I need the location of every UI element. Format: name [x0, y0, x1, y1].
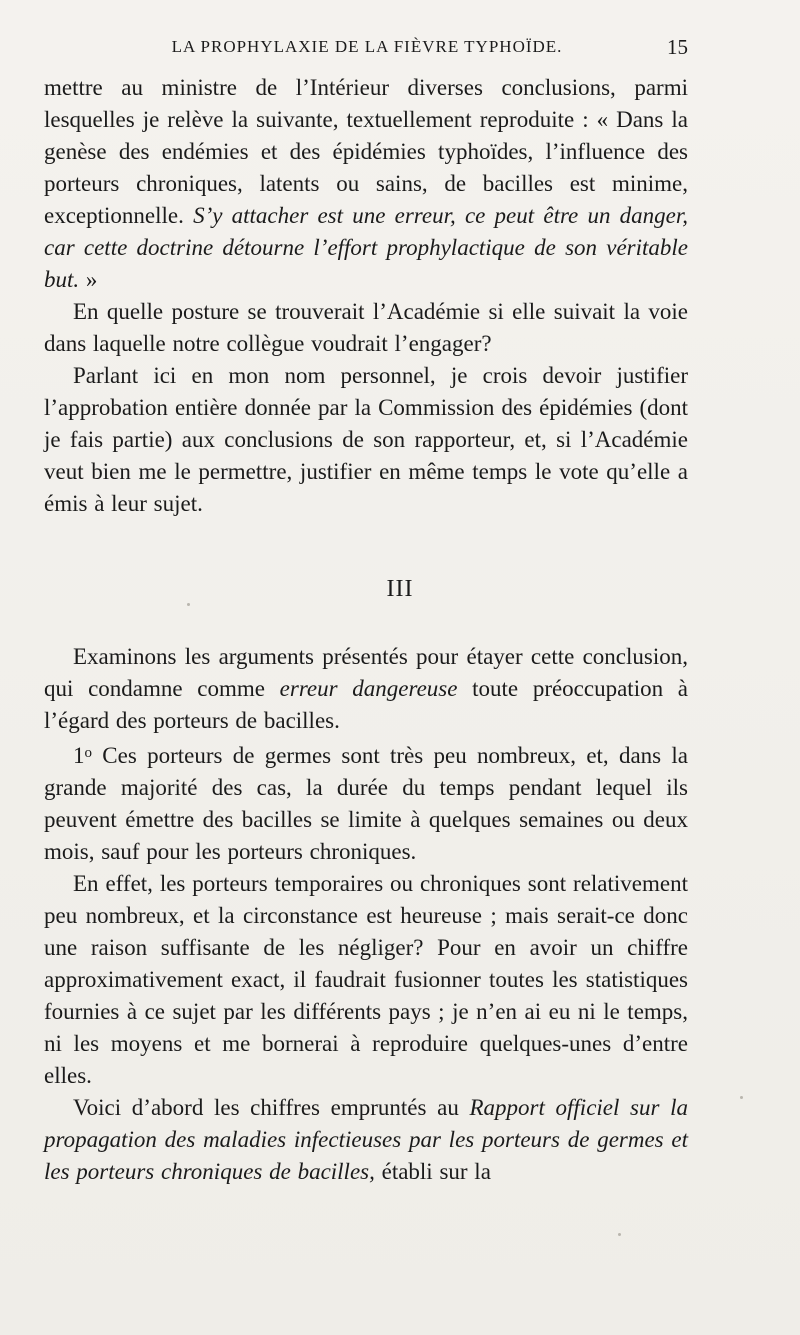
paragraph-posture: En quelle posture se trouverait l’Académie si elle suivait la voie dans laquelle notre collègue voudrait l’engager?: [44, 299, 688, 356]
text-block-lower: [44, 641, 688, 1188]
report-text-lead: Voici d’abord les chiffres empruntés au: [73, 1095, 470, 1120]
quote-italic-text: S’y attacher est une erreur,: [193, 203, 456, 228]
arguments-text-tail: toute préoccupation à l’égard des porteurs de bacilles.: [44, 676, 688, 733]
paragraph-point-one: [44, 737, 688, 868]
paragraph-en-effet: En effet, les porteurs temporaires ou chroniques sont relativement peu nombreux, et la circonstance est heureuse ; mais serait-ce donc une raison suffisante de les négliger? Pour en avoir un chiffre approximativement exact, il faudrait fusionner toutes les statistiques fournies à ce sujet par les différents pays ; je n’en ai eu ni le temps, ni les moyens et me bornerai à reproduire quelques-unes d’entre elles.: [44, 871, 688, 1088]
arguments-italic: erreur dangereuse: [279, 676, 458, 701]
section-heading: III: [386, 576, 414, 602]
text-block-upper: [44, 72, 688, 520]
paragraph-personal-opinion: Parlant ici en mon nom personnel, je crois devoir justifier l’approbation entière donnée par la Commission des épidémies (dont je fais partie) aux conclusions de son rapporteur, et, si l’Académie veut bien me le permettre, justifier en même temps le vote qu’elle a émis à leur sujet.: [44, 363, 688, 516]
point-text: Ces porteurs de germes sont très peu nombreux, et, dans la grande majorité des cas, la durée du temps pendant lequel ils peuvent émettre des bacilles se limite à quelques semaines ou deux mois, sauf pour les porteurs chroniques.: [44, 743, 688, 864]
arguments-text-lead: Examinons les arguments présentés pour étayer cette conclusion, qui condamne comme: [44, 644, 688, 701]
point-superscript: o: [84, 745, 92, 761]
paragraph-continued-quote: [44, 72, 688, 296]
point-number: 1: [73, 743, 85, 768]
page-number: 15: [667, 35, 688, 59]
paper-speck: [740, 1096, 743, 1099]
paper-speck: [618, 1233, 621, 1236]
quote-lead-text: mettre au ministre de l’Intérieur diverses conclusions, parmi lesquelles je relève la suivante, textuellement reproduite : « Dans la genèse des endémies et des épidémies typhoïdes, l’influence des porteurs chroniques, latents ou sains, de bacilles est minime, exceptionnelle.: [44, 75, 688, 228]
paragraph-official-report: [44, 1092, 688, 1188]
report-text-tail: établi sur la: [374, 1159, 491, 1184]
paper-speck: [187, 603, 190, 606]
quote-italic-text-2: ce peut être un danger, car cette doctrine détourne l’effort prophylactique de son véritable but.: [44, 203, 689, 292]
quote-close-text: »: [79, 267, 98, 292]
running-head: LA PROPHYLAXIE DE LA FIÈVRE TYPHOÏDE.: [171, 37, 563, 56]
paragraph-examine-arguments: [44, 641, 688, 737]
report-italic-title: Rapport officiel sur la propagation des maladies infectieuses par les porteurs de germes et les porteurs chroniques de bacilles,: [44, 1095, 688, 1184]
